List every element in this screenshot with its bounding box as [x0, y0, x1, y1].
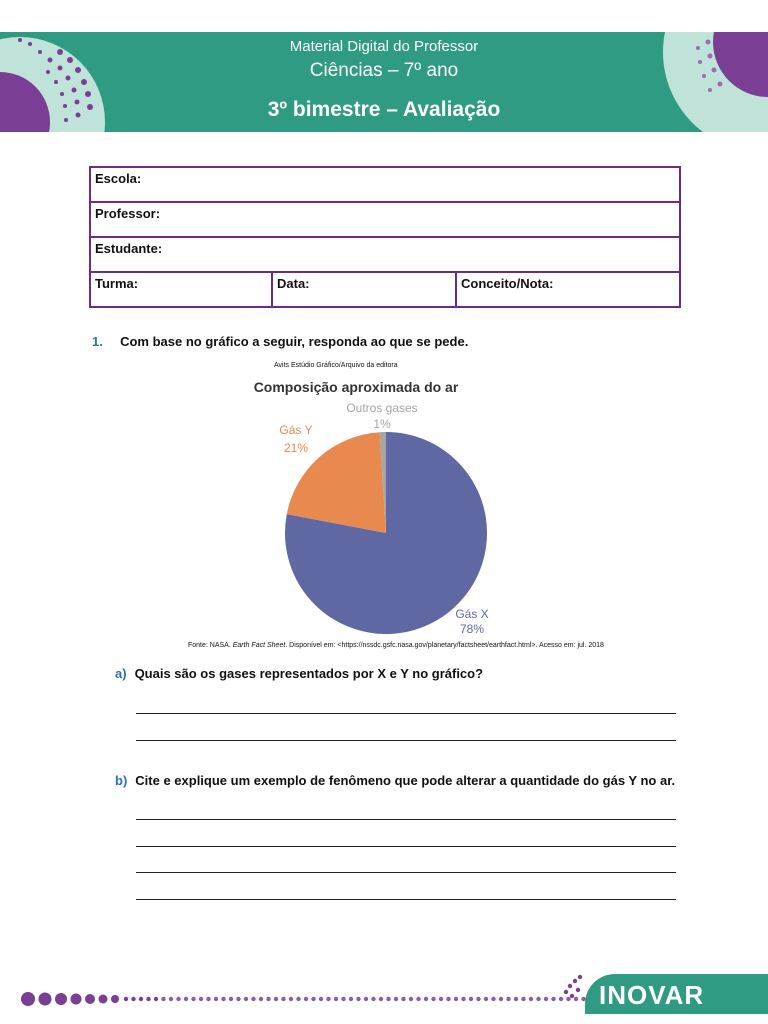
question-1b-text: Cite e explique um exemplo de fenômeno que pode alterar a quantidade do gás Y no ar. — [135, 773, 676, 788]
footer-dot — [39, 993, 52, 1006]
footer-dot — [578, 975, 582, 979]
footer-dot — [514, 997, 518, 1001]
footer-dot — [334, 997, 338, 1001]
footer-dot — [454, 997, 458, 1001]
footer-dot — [559, 997, 563, 1001]
footer-dot — [379, 997, 383, 1001]
footer-dot — [536, 997, 540, 1001]
inovar-logo-text: INOVAR — [599, 980, 705, 1010]
question-1-text: Com base no gráfico a seguir, responda ao que se pede. — [120, 334, 469, 349]
footer-dot — [319, 997, 323, 1001]
answer-line-b1[interactable] — [136, 819, 676, 820]
question-1b — [115, 773, 675, 788]
question-1a — [115, 666, 483, 681]
footer-dot — [146, 997, 150, 1001]
source-prefix: Fonte: NASA. — [188, 642, 233, 649]
pie-value-label-1: 78% — [459, 622, 485, 636]
footer-dot — [469, 997, 473, 1001]
footer-dot — [566, 997, 570, 1001]
footer-dot — [161, 997, 165, 1001]
footer-dot — [356, 997, 360, 1001]
pie-value-label-3: 1% — [373, 417, 391, 431]
footer-dot — [289, 997, 293, 1001]
footer-dot — [431, 997, 435, 1001]
footer-dot — [229, 997, 233, 1001]
grade-field[interactable] — [456, 272, 680, 307]
footer-dot — [85, 994, 95, 1004]
footer-dot — [446, 997, 450, 1001]
answer-line-a1[interactable] — [136, 713, 676, 714]
grade-label: Conceito/Nota: — [461, 276, 554, 291]
footer-dot — [439, 997, 443, 1001]
teacher-field[interactable] — [90, 202, 680, 237]
chart-title: Composição aproximada do ar — [253, 379, 459, 395]
footer-dot — [341, 997, 345, 1001]
footer-dot — [521, 997, 525, 1001]
class-field[interactable] — [90, 272, 272, 307]
footer-dot — [199, 997, 203, 1001]
footer-dot — [251, 997, 255, 1001]
inovar-logo — [585, 974, 768, 1014]
footer-dot — [214, 997, 218, 1001]
footer-dot — [574, 997, 578, 1001]
pie-label-1: Gás X — [455, 607, 489, 621]
footer-dot — [476, 997, 480, 1001]
air-composition-pie-chart — [240, 376, 540, 640]
school-field[interactable] — [90, 167, 680, 202]
source-title: Earth Fact Sheet — [232, 642, 286, 649]
footer-dot — [386, 997, 390, 1001]
footer-dot — [274, 997, 278, 1001]
question-1b-letter: b) — [115, 773, 128, 788]
footer-dot — [139, 997, 143, 1001]
pie-label-3: Outros gases — [346, 401, 418, 415]
footer-dot — [506, 997, 510, 1001]
footer-dot — [191, 997, 195, 1001]
footer-dot — [529, 997, 533, 1001]
answer-line-a2[interactable] — [136, 740, 676, 741]
footer-dot — [221, 997, 225, 1001]
footer-dot — [424, 997, 428, 1001]
date-field[interactable] — [272, 272, 456, 307]
footer-dot — [154, 997, 158, 1001]
footer-dot — [570, 994, 574, 998]
footer-dot — [551, 997, 555, 1001]
footer-dot — [71, 994, 82, 1005]
footer-dot — [169, 997, 173, 1001]
chart-source — [188, 642, 680, 649]
answer-line-b3[interactable] — [136, 872, 676, 873]
footer-dot — [259, 997, 263, 1001]
header-banner — [0, 32, 768, 132]
footer-dot — [21, 992, 35, 1006]
footer-dot — [573, 979, 577, 983]
source-suffix: . Disponível em: <https://nssdc.gsfc.nasa.gov/planetary/factsheet/earthfact.html>. Acesso em: jul. 2018 — [285, 642, 604, 649]
footer-dot — [491, 997, 495, 1001]
question-1 — [92, 334, 468, 349]
footer-dot — [111, 995, 119, 1003]
footer-dot — [564, 990, 568, 994]
footer-dot — [576, 988, 580, 992]
footer-dot — [236, 997, 240, 1001]
class-label: Turma: — [95, 276, 139, 291]
footer-dot — [124, 997, 128, 1001]
footer-dot — [311, 997, 315, 1001]
footer-dot — [401, 997, 405, 1001]
footer-dot — [416, 997, 420, 1001]
footer-dot — [349, 997, 353, 1001]
footer-dot — [371, 997, 375, 1001]
student-label: Estudante: — [95, 241, 163, 256]
answer-line-b4[interactable] — [136, 899, 676, 900]
footer-dot — [184, 997, 188, 1001]
footer-dot — [409, 997, 413, 1001]
teacher-label: Professor: — [95, 206, 161, 221]
question-1-number: 1. — [92, 334, 103, 349]
footer-dot — [244, 997, 248, 1001]
student-info-form — [89, 166, 681, 308]
question-1a-text: Quais são os gases representados por X e Y no gráfico? — [134, 666, 484, 681]
footer-dot — [364, 997, 368, 1001]
footer-dot — [568, 984, 572, 988]
footer-dot — [206, 997, 210, 1001]
footer-dot — [304, 997, 308, 1001]
footer-dot — [484, 997, 488, 1001]
footer-dot — [99, 995, 108, 1004]
footer-dot — [394, 997, 398, 1001]
pie-label-2: Gás Y — [279, 423, 313, 437]
footer-dot — [296, 997, 300, 1001]
footer-dot — [131, 997, 135, 1001]
answer-line-b2[interactable] — [136, 846, 676, 847]
header-material-title: Material Digital do Professor — [289, 38, 479, 55]
image-credit: Avits Estúdio Gráfico/Arquivo da editora — [274, 362, 398, 369]
footer-dot — [499, 997, 503, 1001]
header-subject: Ciências – 7º ano — [309, 60, 459, 81]
footer-dot — [266, 997, 270, 1001]
footer-dot — [326, 997, 330, 1001]
pie-value-label-2: 21% — [283, 441, 309, 455]
student-field[interactable] — [90, 237, 680, 272]
footer-dot — [176, 997, 180, 1001]
question-1a-letter: a) — [115, 666, 127, 681]
footer-dot — [461, 997, 465, 1001]
footer-dot — [281, 997, 285, 1001]
date-label: Data: — [277, 276, 310, 291]
footer-dot — [55, 993, 67, 1005]
school-label: Escola: — [95, 171, 142, 186]
header-exam-title: 3º bimestre – Avaliação — [267, 98, 501, 121]
footer-dot — [544, 997, 548, 1001]
